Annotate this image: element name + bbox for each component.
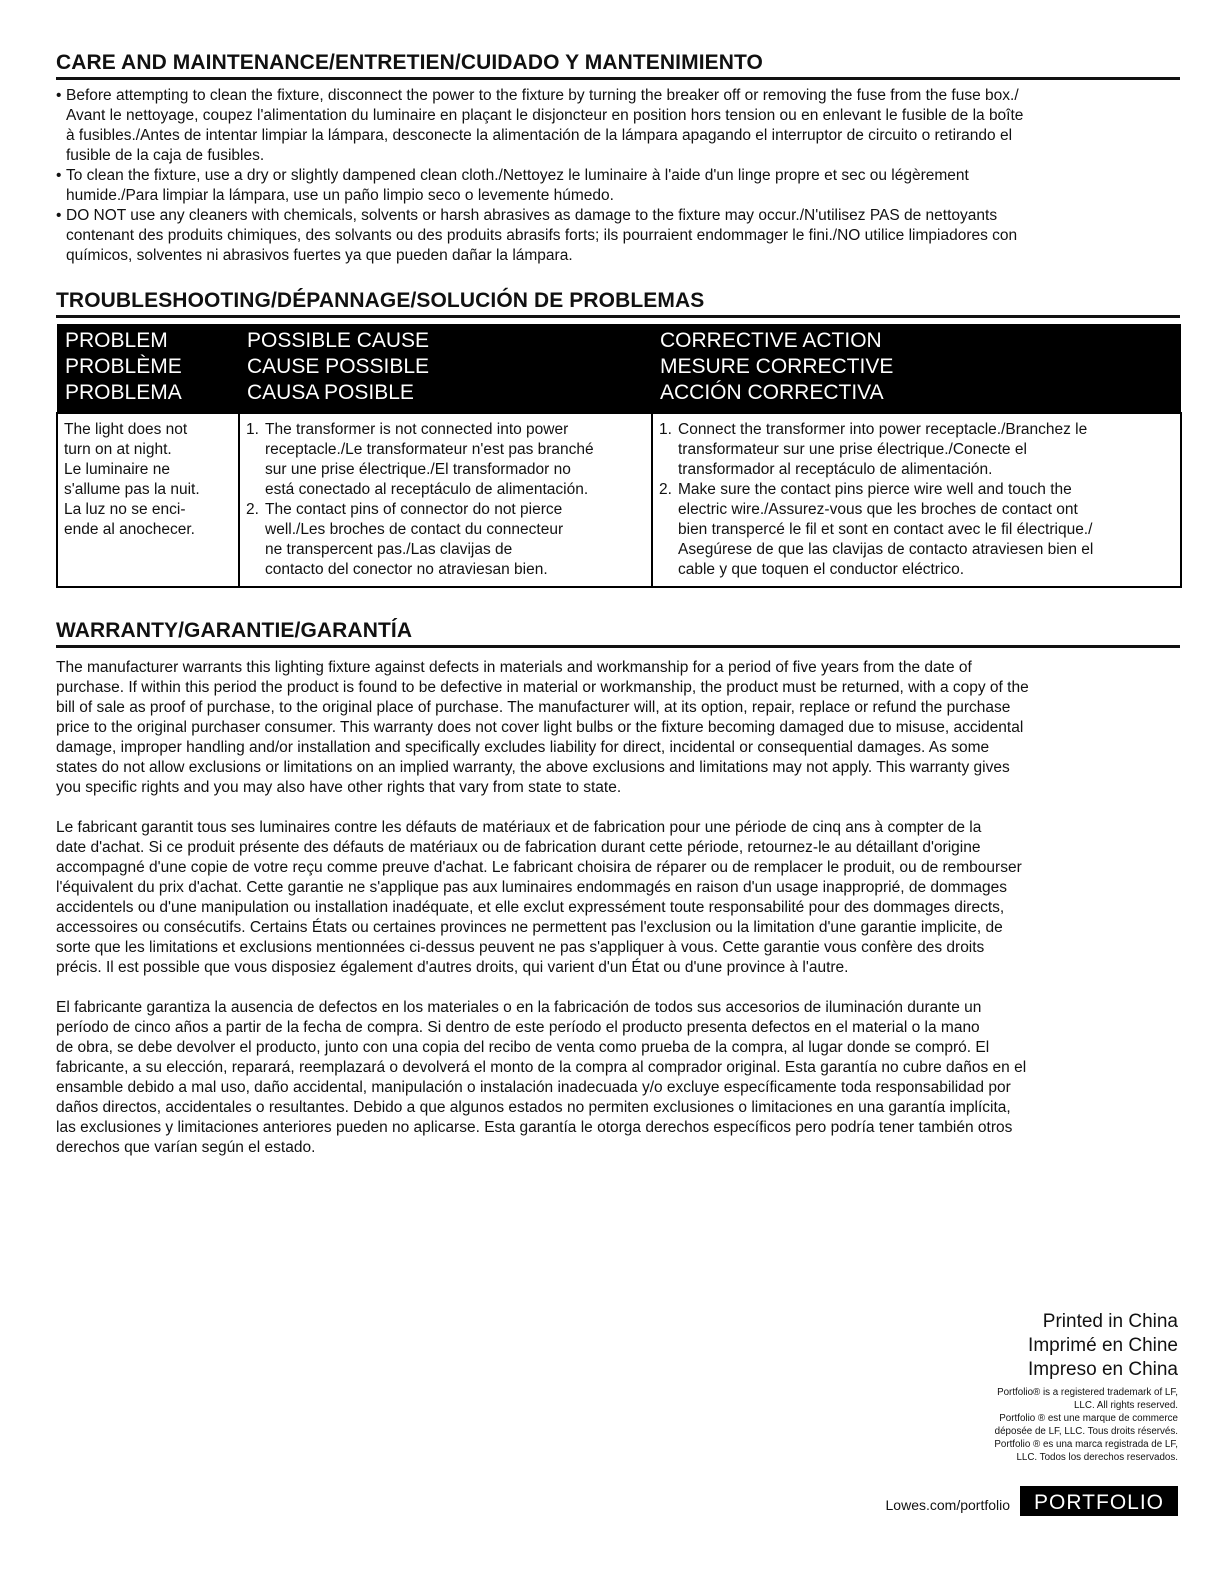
header-problem-fr: PROBLÈME (65, 355, 182, 378)
warranty-line: ensamble debido a mal uso, daño accidental, manipulación o instalación inadecuada y/o excluye específicamente toda responsabilidad por (56, 1079, 1011, 1096)
printed-in (994, 1310, 1178, 1382)
cause-line: The contact pins of connector do not pierce (265, 501, 563, 518)
action-item-2 (659, 480, 1174, 580)
header-action-en: CORRECTIVE ACTION (660, 329, 882, 352)
warranty-line: daños directos, accidentales o resultantes. Debido a que algunos estados no permiten exclusiones o limitaciones en una garantía implícita, (56, 1099, 1011, 1116)
bullet-icon: • (56, 207, 62, 224)
care-line: humide./Para limpiar la lámpara, use un paño limpio seco o levemente húmedo. (66, 187, 614, 204)
cause-item-1 (246, 420, 645, 500)
care-line: To clean the fixture, use a dry or slightly dampened clean cloth./Nettoyez le luminaire à l'aide d'un linge propre et sec ou légèrement (66, 167, 969, 184)
cause-line: ne transpercent pas./Las clavijas de (265, 541, 513, 558)
header-problem-es: PROBLEMA (65, 381, 182, 404)
bullet-icon: • (56, 87, 62, 104)
warranty-line: price to the original purchaser consumer. This warranty does not cover light bulbs or the fixture becoming damaged due to misuse, accidental (56, 719, 1024, 736)
warranty-line: El fabricante garantiza la ausencia de defectos en los materiales o en la fabricación de todos sus accesorios de iluminación durante un (56, 999, 982, 1016)
problem-line: turn on at night. (64, 441, 172, 458)
care-line: químicos, solventes ni abrasivos fuertes ya que pueden dañar la lámpara. (66, 247, 573, 264)
table-row (57, 413, 1181, 587)
action-line: electric wire./Assurez-vous que les broches de contact ont (678, 501, 1078, 518)
warranty-line: de obra, se debe devolver el producto, junto con una copia del recibo de venta como prueba de la compra, al lugar donde se compró. El (56, 1039, 990, 1056)
warranty-line: damage, improper handling and/or installation and specifically excludes liability for direct, incidental or consequential damages. As some (56, 739, 990, 756)
cause-list (246, 420, 645, 580)
header-action (652, 324, 1181, 413)
header-cause-en: POSSIBLE CAUSE (247, 329, 430, 352)
website-link[interactable]: Lowes.com/portfolio (885, 1497, 1011, 1513)
table-header-row (57, 324, 1181, 413)
cause-number: 2. (246, 501, 259, 518)
problem-cell (57, 413, 239, 587)
warranty-line: purchase. If within this period the product is found to be defective in material or workmanship, the product must be returned, with a copy of the (56, 679, 1029, 696)
warranty-line: accessoires ou consécutifs. Certains États ou certaines provinces ne permettent pas l'exclusion ou la limitation d'une garantie implicite, de (56, 919, 1003, 936)
instruction-page (56, 50, 1180, 1158)
care-section-title: CARE AND MAINTENANCE/ENTRETIEN/CUIDADO Y MANTENIMIENTO (56, 50, 1180, 80)
problem-line: Le luminaire ne (64, 461, 170, 478)
action-line: cable y que toquen el conductor eléctrico. (678, 561, 965, 578)
warranty-line: Le fabricant garantit tous ses luminaires contre les défauts de matériaux et de fabrication pour une période de cinq ans à compter de la (56, 819, 982, 836)
trademark-line: LLC. Todos los derechos reservados. (1016, 1452, 1178, 1463)
warranty-line: período de cinco años a partir de la fecha de compra. Si dentro de este período el producto presenta defectos en el material o la mano (56, 1019, 980, 1036)
warranty-line: derechos que varían según el estado. (56, 1139, 316, 1156)
warranty-line: sorte que les limitations et exclusions mentionnées ci-dessus peuvent ne pas s'appliquer à vous. Cette garantie vous confère des droits (56, 939, 985, 956)
problem-line: La luz no se enci- (64, 501, 186, 518)
problem-line: s'allume pas la nuit. (64, 481, 200, 498)
bullet-icon: • (56, 167, 62, 184)
action-line: Connect the transformer into power receptacle./Branchez le (678, 421, 1088, 438)
header-problem (57, 324, 239, 413)
header-cause (239, 324, 652, 413)
trademark-line: Portfolio® is a registered trademark of LF, (997, 1387, 1178, 1398)
care-line: Avant le nettoyage, coupez l'alimentation du luminaire en plaçant le disjoncteur en position hors tension ou en enlevant le fusible de la boîte (66, 107, 1024, 124)
warranty-paragraph-es (56, 998, 1180, 1158)
warranty-line: The manufacturer warrants this lighting fixture against defects in materials and workmanship for a period of five years from the date of (56, 659, 972, 676)
warranty-paragraph-fr (56, 818, 1180, 978)
trademark-line: LLC. All rights reserved. (1073, 1400, 1178, 1411)
cause-line: contacto del conector no atraviesan bien. (265, 561, 548, 578)
problem-line: ende al anochecer. (64, 521, 195, 538)
brand-row (886, 1486, 1178, 1516)
care-line: DO NOT use any cleaners with chemicals, solvents or harsh abrasives as damage to the fixture may occur./N'utilisez PAS de nettoyants (66, 207, 998, 224)
warranty-line: las exclusiones y limitaciones anteriores pueden no aplicarse. Esta garantía le otorga derechos específicos pero podría tener también otros (56, 1119, 1013, 1136)
action-line: Make sure the contact pins pierce wire well and touch the (678, 481, 1072, 498)
troubleshooting-section-title: TROUBLESHOOTING/DÉPANNAGE/SOLUCIÓN DE PROBLEMAS (56, 288, 1180, 318)
portfolio-logo: PORTFOLIO (1020, 1486, 1178, 1516)
care-line: fusible de la caja de fusibles. (66, 147, 265, 164)
action-item-1 (659, 420, 1174, 480)
printed-fr: Imprimé en Chine (1028, 1335, 1178, 1356)
trademark-line: déposée de LF, LLC. Tous droits réservés. (994, 1426, 1178, 1437)
warranty-line: date d'achat. Si ce produit présente des défauts de matériaux ou de fabrication durant cette période, retournez-le au détaillant d'origine (56, 839, 981, 856)
problem-line: The light does not (64, 421, 188, 438)
header-cause-fr: CAUSE POSSIBLE (247, 355, 430, 378)
action-line: transformateur sur une prise électrique./Conecte el (678, 441, 1027, 458)
header-action-fr: MESURE CORRECTIVE (660, 355, 894, 378)
troubleshooting-table (56, 324, 1182, 588)
header-action-es: ACCIÓN CORRECTIVA (660, 381, 884, 404)
cause-item-2 (246, 500, 645, 580)
warranty-paragraph-en (56, 658, 1180, 798)
care-list (56, 86, 1180, 266)
warranty-line: accidentels ou d'une manipulation ou installation inadéquate, et elle exclut expressément toute responsabilité pour des dommages directs, (56, 899, 1005, 916)
warranty-line: bill of sale as proof of purchase, to the original place of purchase. The manufacturer will, at its option, repair, replace or refund the purchase (56, 699, 1011, 716)
action-line: Asegúrese de que las clavijas de contacto atraviesen bien el (678, 541, 1094, 558)
warranty-line: you specific rights and you may also have other rights that vary from state to state. (56, 779, 622, 796)
care-line: à fusibles./Antes de intentar limpiar la lámpara, desconecte la alimentación de la lámpara apagando el interruptor de circuito o retirando el (66, 127, 1013, 144)
warranty-section-title: WARRANTY/GARANTIE/GARANTÍA (56, 618, 1180, 648)
warranty-line: fabricante, a su elección, reparará, reemplazará o devolverá el monto de la compra al comprador original. Esta garantía no cubre daños en el (56, 1059, 1027, 1076)
printed-es: Impreso en China (1028, 1359, 1178, 1380)
header-problem-en: PROBLEM (65, 329, 168, 352)
trademark-notice (994, 1386, 1178, 1464)
warranty-line: précis. Il est possible que vous disposiez également d'autres droits, qui varient d'un État ou d'une province à l'autre. (56, 959, 849, 976)
care-bullet-3 (56, 206, 1180, 266)
care-line: Before attempting to clean the fixture, disconnect the power to the fixture by turning the breaker off or removing the fuse from the fuse box./ (66, 87, 1019, 104)
header-cause-es: CAUSA POSIBLE (247, 381, 414, 404)
cause-line: well./Les broches de contact du connecteur (265, 521, 564, 538)
trademark-line: Portfolio ® es una marca registrada de LF, (994, 1439, 1178, 1450)
cause-number: 1. (246, 421, 259, 438)
action-number: 2. (659, 481, 672, 498)
care-line: contenant des produits chimiques, des solvants ou des produits abrasifs forts; ils pourraient endommager le fini./NO utilice limpiadores con (66, 227, 1018, 244)
cause-line: The transformer is not connected into power (265, 421, 569, 438)
warranty-line: states do not allow exclusions or limitations on an implied warranty, the above exclusions and limitations may not apply. This warranty gives (56, 759, 1010, 776)
cause-line: sur une prise électrique./El transformador no (265, 461, 571, 478)
warranty-line: accompagné d'une copie de votre reçu comme preuve d'achat. Le fabricant choisira de réparer ou de remplacer le produit, ou de rembourser (56, 859, 1022, 876)
warranty-line: l'équivalent du prix d'achat. Cette garantie ne s'applique pas aux luminaires endommagés en raison d'un usage inapproprié, de dommages (56, 879, 1008, 896)
care-bullet-2 (56, 166, 1180, 206)
action-cell (652, 413, 1181, 587)
footer-block (994, 1310, 1178, 1464)
action-line: bien transpercé le fil et sont en contact avec le fil électrique./ (678, 521, 1093, 538)
action-number: 1. (659, 421, 672, 438)
cause-line: está conectado al receptáculo de alimentación. (265, 481, 589, 498)
printed-en: Printed in China (1042, 1311, 1178, 1332)
cause-cell (239, 413, 652, 587)
action-line: transformador al receptáculo de alimentación. (678, 461, 993, 478)
action-list (659, 420, 1174, 580)
warranty-body (56, 658, 1180, 1158)
cause-line: receptacle./Le transformateur n'est pas branché (265, 441, 594, 458)
trademark-line: Portfolio ® est une marque de commerce (999, 1413, 1178, 1424)
care-bullet-1 (56, 86, 1180, 166)
